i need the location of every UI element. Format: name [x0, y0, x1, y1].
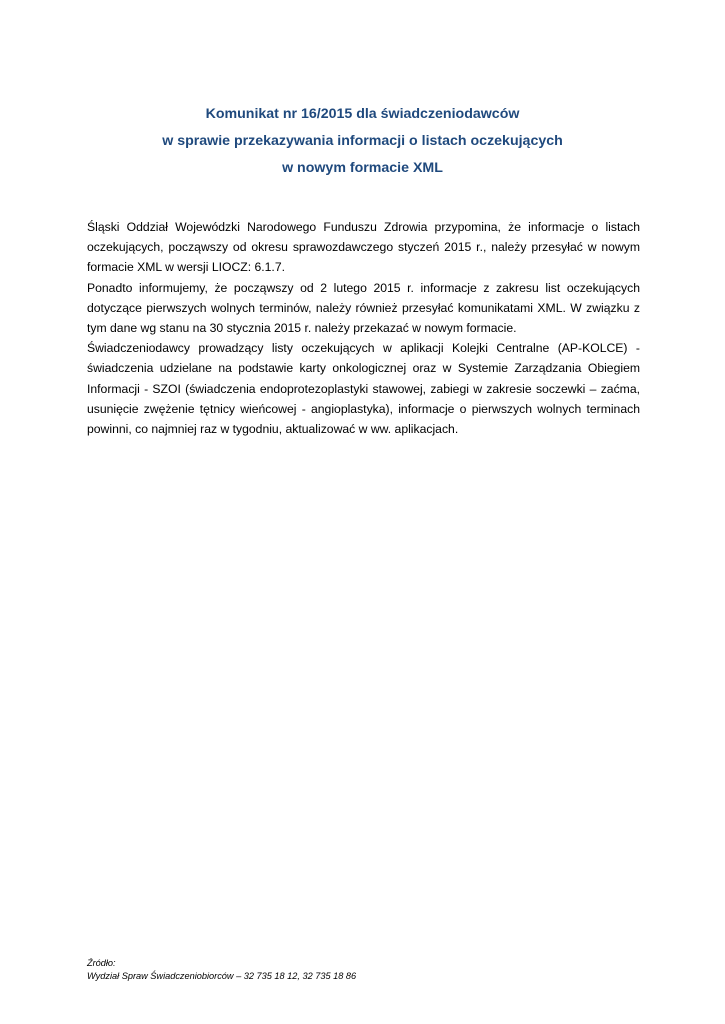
- title-line-3: w nowym formacie XML: [282, 160, 443, 176]
- title-line-1: Komunikat nr 16/2015 dla świadczeniodawców: [205, 106, 520, 122]
- title-line-2: w sprawie przekazywania informacji o listach oczekujących: [162, 133, 563, 149]
- document-body: [87, 217, 640, 439]
- footer-source-label: Źródło:: [87, 958, 116, 968]
- footer-source-text: Wydział Spraw Świadczeniobiorców – 32 735 18 12, 32 735 18 86: [87, 970, 357, 981]
- paragraph-providers: Świadczeniodawcy prowadzący listy oczekujących w aplikacji Kolejki Centralne (AP-KOLCE) - świadczenia udzielane na podstawie karty onkologicznej oraz w Systemie Zarządzania Obiegiem Informacji - SZOI (świadczenia endoprotezoplastyki stawowej, zabiegi w zakresie soczewki – zaćma, usunięcie zwężenie tętnicy wieńcowej - angioplastyka), informacje o pierwszych wolnych terminach powinni, co najmniej raz w tygodniu, aktualizować w ww. aplikacjach.: [87, 341, 640, 437]
- document-title: [60, 101, 665, 182]
- paragraph-reminder: Śląski Oddział Wojewódzki Narodowego Funduszu Zdrowia przypomina, że informacje o listach oczekujących, począwszy od okresu sprawozdawczego styczeń 2015 r., należy przesyłać w nowym formacie XML w wersji LIOCZ: 6.1.7.: [87, 220, 640, 275]
- paragraph-first-free-dates: Ponadto informujemy, że począwszy od 2 lutego 2015 r. informacje z zakresu list oczekujących dotyczące pierwszych wolnych terminów, należy również przesyłać komunikatami XML. W związku z tym dane wg stanu na 30 stycznia 2015 r. należy przekazać w nowym formacie.: [87, 280, 640, 336]
- document-footer: [87, 957, 587, 982]
